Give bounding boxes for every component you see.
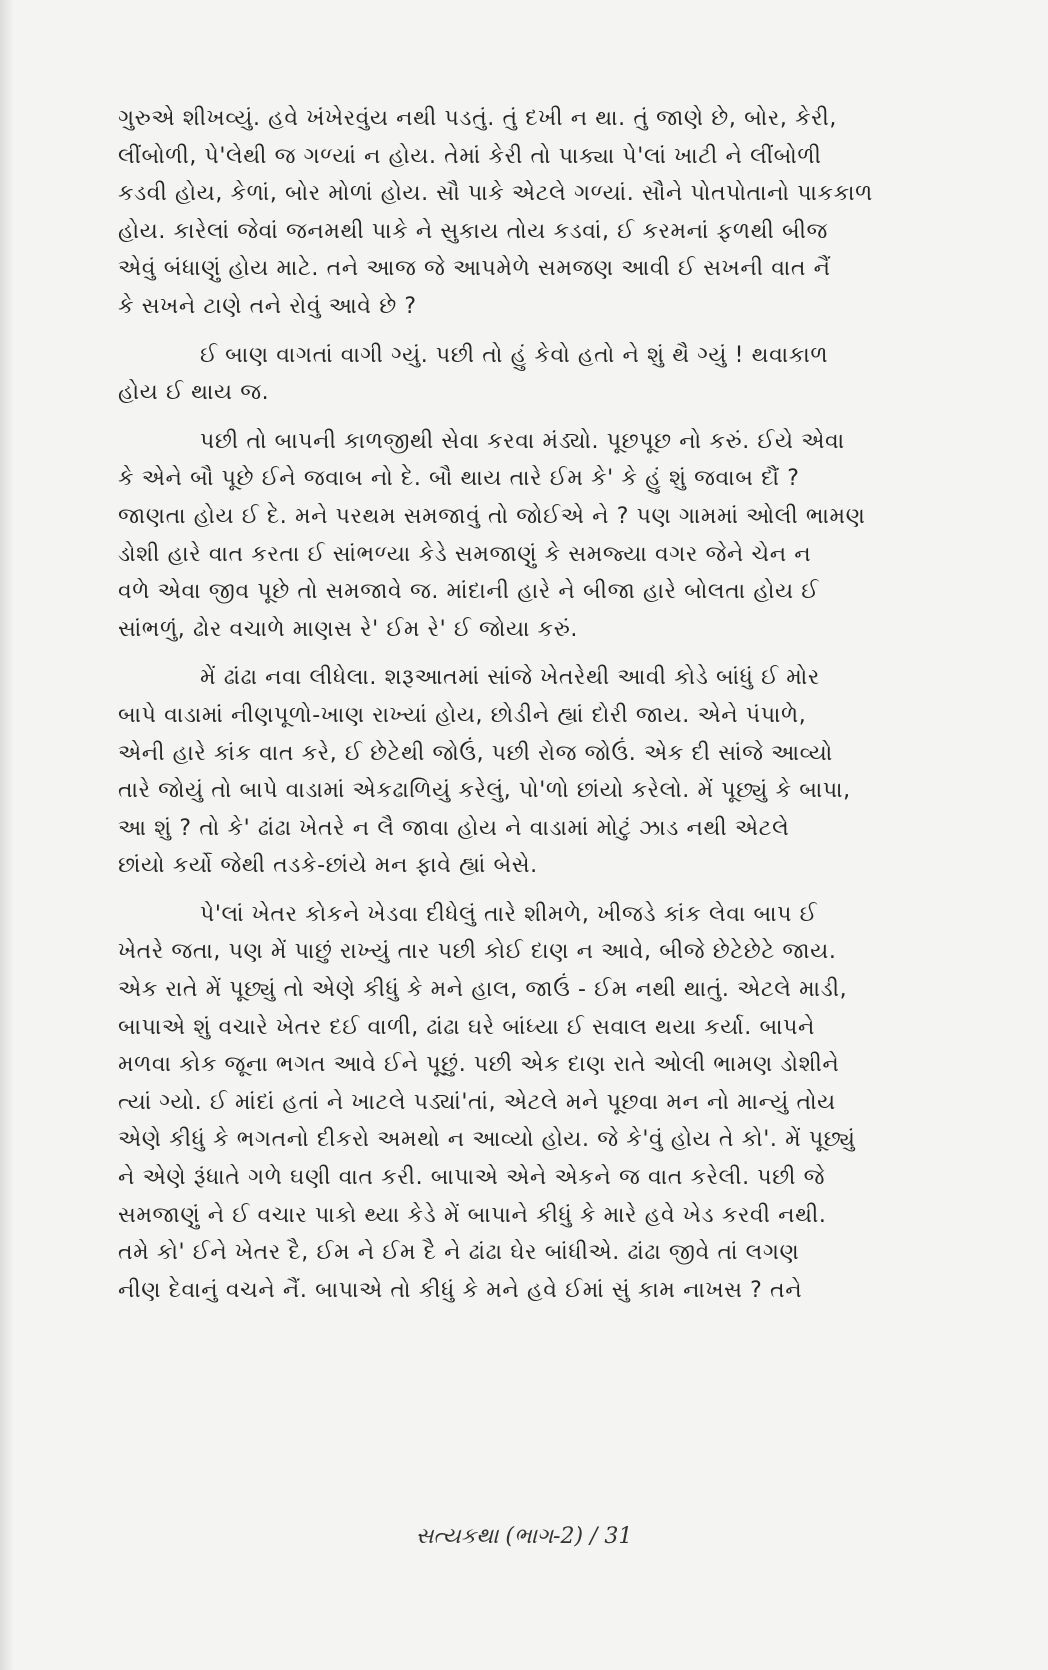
text-line: એની હારે કાંક વાત કરે, ઈ છેટેથી જોઉં, પછી રોજ જોઉં. એક દી સાંજે આવ્યો: [118, 740, 833, 766]
text-line: સાંભળું, ઢોર વચાળે માણસ રે' ઈમ રે' ઈ જોયા કરું.: [118, 616, 579, 642]
text-line: એવું બંધાણું હોય માટે. તને આજ જે આપમેળે સમજણ આવી ઈ સખની વાત નૈં: [118, 256, 831, 282]
paragraph: [118, 337, 948, 412]
text-line: કે એને બૌ પૂછે ઈને જવાબ નો દે. બૌ થાય તારે ઈમ કે' કે હું શું જવાબ દૌં ?: [118, 466, 800, 492]
paragraph: [118, 100, 948, 326]
text-line: ઈ બાણ વાગતાં વાગી ગ્યું. પછી તો હું કેવો હતો ને શું થૈ ગ્યું ! થવાકાળ: [200, 342, 829, 368]
text-line: નીણ દેવાનું વચને નૈં. બાપાએ તો કીધું કે મને હવે ઈમાં સું કામ નાખસ ? તને: [118, 1277, 803, 1303]
text-line: એક રાતે મેં પૂછ્યું તો એણે કીધું કે મને હાલ, જાઉં - ઈમ નથી થાતું. એટલે માડી,: [118, 977, 848, 1003]
text-line: કે સખને ટાણે તને રોવું આવે છે ?: [118, 293, 417, 319]
text-line: છાંયો કર્યો જેથી તડકે-છાંયે મન ફાવે હ્યાં બેસે.: [118, 853, 538, 879]
text-line: ને એણે રૂંધાતે ગળે ઘણી વાત કરી. બાપાએ એને એકને જ વાત કરેલી. પછી જે: [118, 1165, 826, 1191]
text-line: એણે કીધું કે ભગતનો દીકરો અમથો ન આવ્યો હોય. જે કે'વું હોય તે કો'. મેં પૂછ્યું: [118, 1127, 856, 1153]
text-line: લીંબોળી, પે'લેથી જ ગળ્યાં ન હોય. તેમાં કેરી તો પાક્યા પે'લાં ખાટી ને લીંબોળી: [118, 143, 822, 169]
text-line: બાપે વાડામાં નીણપૂળો-ખાણ રાખ્યાં હોય, છોડીને હ્યાં દોરી જાય. એને પંપાળે,: [118, 702, 807, 728]
text-line: તમે કો' ઈને ખેતર દૈ, ઈમ ને ઈમ દૈ ને ઢાંઢા ઘેર બાંધીએ. ઢાંઢા જીવે તાં લગણ: [118, 1240, 800, 1266]
paragraph: [118, 423, 948, 649]
text-line: પે'લાં ખેતર કોકને ખેડવા દીધેલું તારે શીમળે, ખીજડે કાંક લેવા બાપ ઈ: [200, 901, 818, 927]
text-line: સમજાણું ને ઈ વચાર પાકો થ્યા કેડે મેં બાપાને કીધું કે મારે હવે ખેડ કરવી નથી.: [118, 1202, 827, 1228]
text-line: પછી તો બાપની કાળજીથી સેવા કરવા મંડ્યો. પૂછપૂછ નો કરું. ઈયે એવા: [200, 428, 845, 454]
paragraph: [118, 896, 948, 1310]
paragraph: [118, 659, 948, 885]
text-line: ત્યાં ગ્યો. ઈ માંદાં હતાં ને ખાટલે પડ્યાં'તાં, એટલે મને પૂછવા મન નો માન્યું તોય: [118, 1089, 836, 1115]
text-line: ગુરુએ શીખવ્યું. હવે ખંખેરવુંય નથી પડતું. તું દખી ન થા. તું જાણે છે, બોર, કેરી,: [118, 106, 837, 131]
text-line: કડવી હોય, કેળાં, બોર મોળાં હોય. સૌ પાકે એટલે ગળ્યાં. સૌને પોતપોતાનો પાકકાળ: [118, 181, 873, 207]
text-line: આ શું ? તો કે' ઢાંઢા ખેતરે ન લૈ જાવા હોય ને વાડામાં મોટું ઝાડ નથી એટલે: [118, 815, 790, 841]
text-line: ડોશી હારે વાત કરતા ઈ સાંભળ્યા કેડે સમજાણું કે સમજ્યા વગર જેને ચેન ન: [118, 541, 812, 567]
text-line: વળે એવા જીવ પૂછે તો સમજાવે જ. માંદાની હારે ને બીજા હારે બોલતા હોય ઈ: [118, 579, 819, 605]
text-line: મેં ઢાંઢા નવા લીધેલા. શરૂઆતમાં સાંજે ખેતરેથી આવી કોડે બાંધું ઈ મોર: [200, 665, 820, 691]
text-line: જાણતા હોય ઈ દે. મને પરથમ સમજાવું તો જોઈએ ને ? પણ ગામમાં ઓલી ભામણ: [118, 503, 866, 529]
text-line: મળવા કોક જૂના ભગત આવે ઈને પૂછું. પછી એક દાણ રાતે ઓલી ભામણ ડોશીને: [118, 1052, 840, 1078]
text-line: હોય ઈ થાય જ.: [118, 380, 270, 406]
page-footer: સત્યકથા (ભાગ-2) / 31: [415, 1524, 633, 1549]
page-body-text: [118, 100, 948, 1320]
text-line: હોય. કારેલાં જેવાં જનમથી પાકે ને સુકાય તોય કડવાં, ઈ કરમનાં ફળથી બીજ: [118, 218, 828, 244]
text-line: બાપાએ શું વચારે ખેતર દઈ વાળી, ઢાંઢા ઘરે બાંધ્યા ઈ સવાલ થયા કર્યા. બાપને: [118, 1014, 815, 1040]
text-line: ખેતરે જતા, પણ મેં પાછું રાખ્યું તાર પછી કોઈ દાણ ન આવે, બીજે છેટેછેટે જાય.: [118, 939, 837, 965]
text-line: તારે જોયું તો બાપે વાડામાં એકઢાળિયું કરેલું, પો'ળો છાંયો કરેલો. મેં પૂછ્યું કે બાપા,: [118, 778, 851, 804]
